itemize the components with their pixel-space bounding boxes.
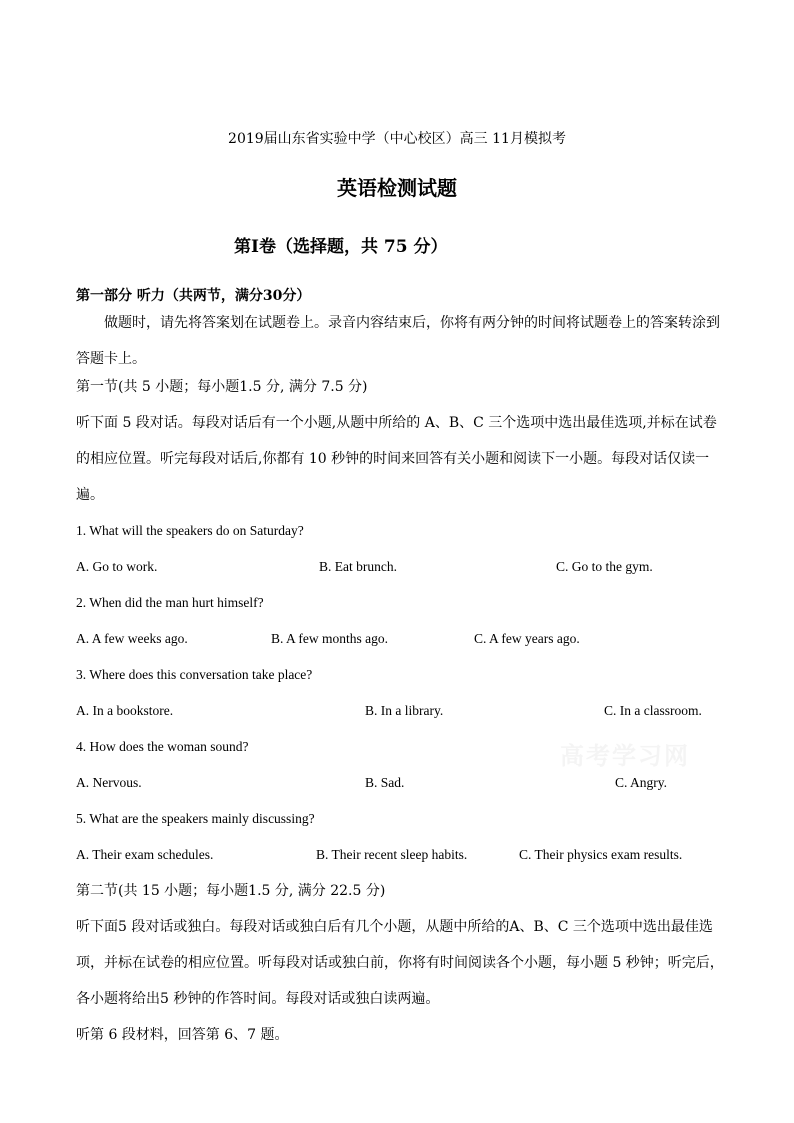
section2-instructions: 听下面5 段对话或独白。每段对话或独白后有几个小题，从题中所给的A、B、C 三个选项中选出最佳选项，并标在试卷的相应位置。听每段对话或独白前，你将有时间阅读各个小题，每小题 5 秒钟；听完后，各小题将给出5 秒钟的作答时间。每段对话或独白读两遍。 <box>76 919 724 1007</box>
question-1-option-c: C. Go to the gym. <box>556 559 653 574</box>
section1-instructions: 听下面 5 段对话。每段对话后有一个小题,从题中所给的 A、B、C 三个选项中选出最佳选项,并标在试卷的相应位置。听完每段对话后,你都有 10 秒钟的时间来回答有关小题和阅读下一小题。每段对话仅读一遍。 <box>76 415 717 503</box>
question-3-option-a: A. In a bookstore. <box>76 703 174 718</box>
volume-heading: 第Ⅰ卷（选择题，共 75 分） <box>234 237 448 257</box>
question-2-stem: 2. When did the man hurt himself? <box>76 595 264 610</box>
question-1-option-a: A. Go to work. <box>76 559 158 574</box>
question-3-option-b: B. In a library. <box>365 703 444 718</box>
question-4-option-b: B. Sad. <box>365 775 405 790</box>
exam-title: 英语检测试题 <box>337 176 457 200</box>
question-4-stem: 4. How does the woman sound? <box>76 739 249 754</box>
question-1-stem: 1. What will the speakers do on Saturday? <box>76 523 304 538</box>
question-4-option-a: A. Nervous. <box>76 775 142 790</box>
question-2-option-c: C. A few years ago. <box>474 631 580 646</box>
question-1-option-b: B. Eat brunch. <box>319 559 397 574</box>
question-5-option-b: B. Their recent sleep habits. <box>316 847 468 862</box>
question-2-option-a: A. A few weeks ago. <box>76 631 188 646</box>
question-3-stem: 3. Where does this conversation take place? <box>76 667 313 682</box>
part1-instructions: 做题时，请先将答案划在试题卷上。录音内容结束后，你将有两分钟的时间将试题卷上的答案转涂到答题卡上。 <box>76 315 720 367</box>
exam-supertitle: 2019届山东省实验中学（中心校区）高三 11月模拟考 <box>228 131 566 147</box>
question-2-option-b: B. A few months ago. <box>271 631 388 646</box>
material-6-note: 听第 6 段材料，回答第 6、7 题。 <box>76 1027 289 1043</box>
section1-heading: 第一节(共 5 小题；每小题1.5 分, 满分 7.5 分) <box>76 379 368 395</box>
watermark: 高考学习网 <box>560 741 690 770</box>
question-5-stem: 5. What are the speakers mainly discussing? <box>76 811 315 826</box>
part1-heading: 第一部分 听力（共两节，满分30分） <box>76 288 311 304</box>
question-5-option-a: A. Their exam schedules. <box>76 847 214 862</box>
question-3-option-c: C. In a classroom. <box>604 703 702 718</box>
section2-heading: 第二节(共 15 小题；每小题1.5 分, 满分 22.5 分) <box>76 883 386 899</box>
question-4-option-c: C. Angry. <box>615 775 668 790</box>
question-5-option-c: C. Their physics exam results. <box>519 847 683 862</box>
